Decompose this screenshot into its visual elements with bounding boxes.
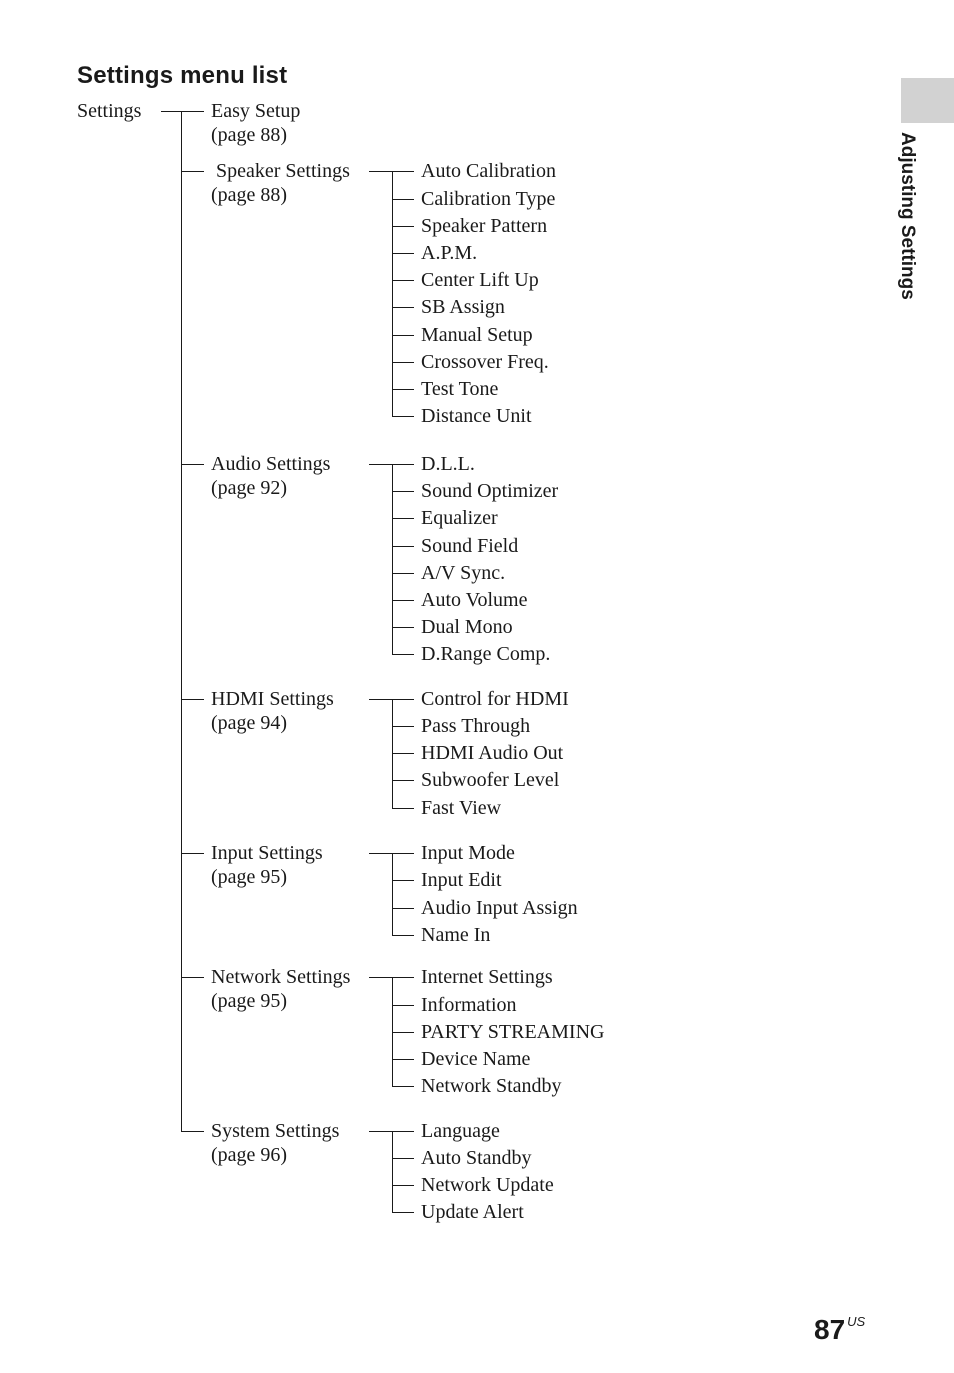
group-page-ref: (page 95)	[211, 990, 288, 1012]
subgroup-connector-line	[369, 171, 392, 172]
main-trunk-line	[181, 111, 182, 1131]
item-branch-line	[392, 1131, 414, 1132]
item-branch-line	[392, 226, 414, 227]
item-branch-line	[392, 253, 414, 254]
item-branch-line	[392, 307, 414, 308]
subgroup-trunk-line	[392, 1131, 393, 1212]
item-branch-line	[392, 699, 414, 700]
subgroup-connector-line	[369, 853, 392, 854]
group-title: HDMI Settings	[211, 688, 334, 710]
menu-item: SB Assign	[421, 296, 505, 318]
menu-item: Auto Standby	[421, 1147, 532, 1169]
menu-item: D.Range Comp.	[421, 643, 551, 665]
subgroup-connector-line	[369, 699, 392, 700]
menu-item: Manual Setup	[421, 324, 533, 346]
group-page-ref: (page 96)	[211, 1144, 288, 1166]
item-branch-line	[392, 280, 414, 281]
item-branch-line	[392, 1086, 414, 1087]
item-branch-line	[392, 780, 414, 781]
item-branch-line	[392, 1185, 414, 1186]
group-page-ref: (page 92)	[211, 477, 288, 499]
menu-item: Fast View	[421, 797, 502, 819]
item-branch-line	[392, 491, 414, 492]
item-branch-line	[392, 908, 414, 909]
menu-item: Input Edit	[421, 869, 502, 891]
menu-item: Information	[421, 994, 517, 1016]
menu-item: Sound Field	[421, 535, 519, 557]
group-title: System Settings	[211, 1120, 340, 1142]
group-branch-line	[181, 171, 204, 172]
menu-item: Network Standby	[421, 1075, 562, 1097]
group-branch-line	[181, 699, 204, 700]
menu-item: Calibration Type	[421, 188, 556, 210]
item-branch-line	[392, 977, 414, 978]
menu-item: PARTY STREAMING	[421, 1021, 605, 1043]
item-branch-line	[392, 518, 414, 519]
item-branch-line	[392, 753, 414, 754]
page-number-value: 87	[814, 1314, 846, 1345]
group-branch-line	[181, 1131, 204, 1132]
menu-item: Equalizer	[421, 507, 498, 529]
item-branch-line	[392, 1059, 414, 1060]
group-page-ref: (page 95)	[211, 866, 288, 888]
subgroup-trunk-line	[392, 171, 393, 416]
item-branch-line	[392, 1005, 414, 1006]
menu-item: HDMI Audio Out	[421, 742, 564, 764]
menu-item: Input Mode	[421, 842, 515, 864]
item-branch-line	[392, 362, 414, 363]
page-number	[814, 1305, 865, 1347]
item-branch-line	[392, 1158, 414, 1159]
item-branch-line	[392, 880, 414, 881]
menu-item: Control for HDMI	[421, 688, 569, 710]
item-branch-line	[392, 600, 414, 601]
menu-item: Dual Mono	[421, 616, 513, 638]
menu-item: Auto Calibration	[421, 160, 556, 182]
group-title: Input Settings	[211, 842, 323, 864]
menu-item: Audio Input Assign	[421, 897, 578, 919]
menu-item: Center Lift Up	[421, 269, 539, 291]
group-title: Audio Settings	[211, 453, 331, 475]
group-page-ref: (page 94)	[211, 712, 288, 734]
menu-item: Internet Settings	[421, 966, 553, 988]
page-number-suffix: US	[847, 1314, 866, 1329]
subgroup-connector-line	[369, 464, 392, 465]
group-title: Easy Setup	[211, 100, 301, 122]
item-branch-line	[392, 627, 414, 628]
side-tab-label: Adjusting Settings	[897, 132, 918, 300]
group-branch-line	[181, 853, 204, 854]
item-branch-line	[392, 171, 414, 172]
menu-item: Pass Through	[421, 715, 531, 737]
menu-item: Device Name	[421, 1048, 531, 1070]
menu-item: Language	[421, 1120, 500, 1142]
menu-item: D.L.L.	[421, 453, 475, 475]
menu-item: A.P.M.	[421, 242, 478, 264]
menu-item: A/V Sync.	[421, 562, 506, 584]
item-branch-line	[392, 389, 414, 390]
item-branch-line	[392, 808, 414, 809]
group-title: Speaker Settings	[216, 160, 350, 182]
item-branch-line	[392, 853, 414, 854]
menu-item: Subwoofer Level	[421, 769, 560, 791]
subgroup-trunk-line	[392, 853, 393, 935]
menu-item: Name In	[421, 924, 491, 946]
item-branch-line	[392, 935, 414, 936]
menu-item: Crossover Freq.	[421, 351, 549, 373]
group-branch-line	[181, 464, 204, 465]
menu-item: Test Tone	[421, 378, 499, 400]
root-connector-line	[161, 111, 181, 112]
page-heading: Settings menu list	[77, 62, 288, 89]
group-branch-line	[181, 111, 204, 112]
settings-root-label: Settings	[77, 100, 142, 122]
subgroup-trunk-line	[392, 464, 393, 654]
group-page-ref: (page 88)	[211, 124, 288, 146]
menu-item: Network Update	[421, 1174, 554, 1196]
item-branch-line	[392, 199, 414, 200]
item-branch-line	[392, 573, 414, 574]
item-branch-line	[392, 546, 414, 547]
item-branch-line	[392, 726, 414, 727]
item-branch-line	[392, 464, 414, 465]
item-branch-line	[392, 335, 414, 336]
menu-item: Auto Volume	[421, 589, 528, 611]
item-branch-line	[392, 1032, 414, 1033]
item-branch-line	[392, 1212, 414, 1213]
group-page-ref: (page 88)	[211, 184, 288, 206]
group-branch-line	[181, 977, 204, 978]
subgroup-connector-line	[369, 1131, 392, 1132]
subgroup-connector-line	[369, 977, 392, 978]
menu-item: Distance Unit	[421, 405, 532, 427]
side-tab-marker	[901, 78, 954, 123]
item-branch-line	[392, 654, 414, 655]
group-title: Network Settings	[211, 966, 351, 988]
menu-item: Speaker Pattern	[421, 215, 548, 237]
menu-item: Sound Optimizer	[421, 480, 559, 502]
menu-item: Update Alert	[421, 1201, 524, 1223]
item-branch-line	[392, 416, 414, 417]
